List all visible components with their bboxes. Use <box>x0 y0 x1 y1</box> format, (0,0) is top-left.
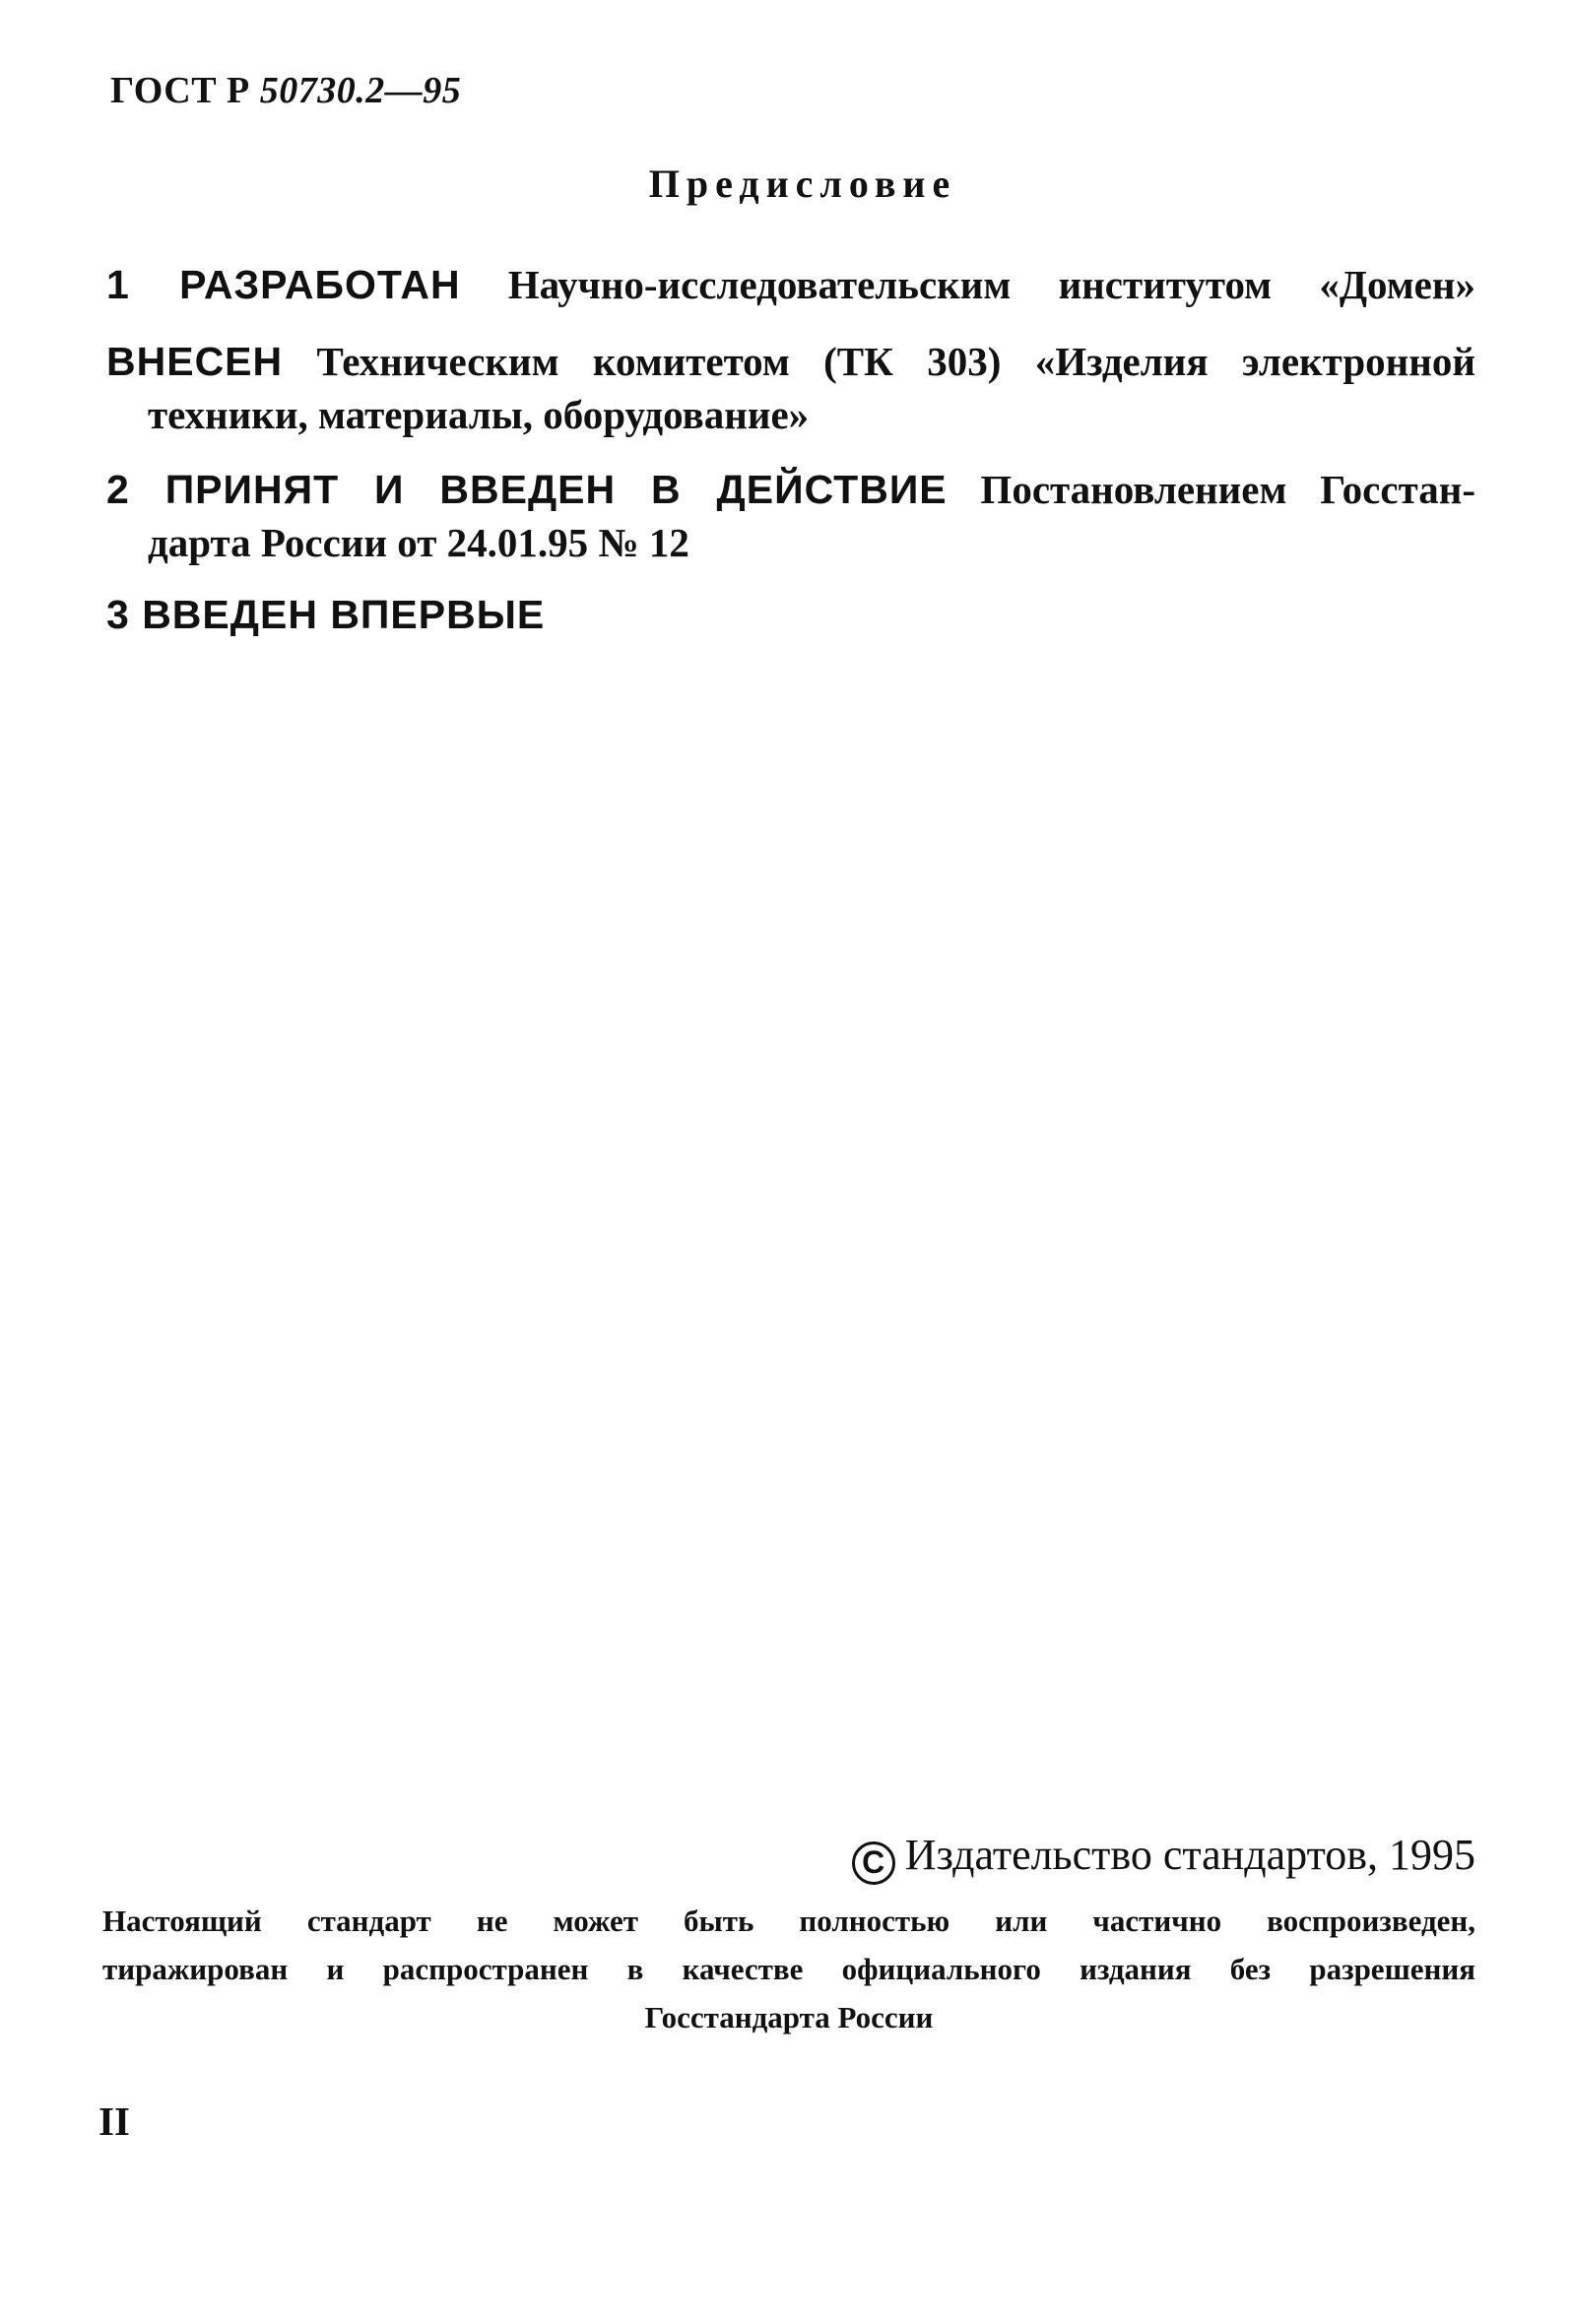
document-code-prefix: ГОСТ Р <box>110 70 260 111</box>
item-first-time-line <box>106 588 1475 641</box>
item-adopted-line1 <box>106 463 1475 516</box>
item-adopted <box>106 463 1475 569</box>
item-first-time <box>106 588 1475 641</box>
document-code-number: 50730.2—95 <box>259 70 462 111</box>
notice-line-3: Госстандарта России <box>644 2000 934 2034</box>
page-number: II <box>98 2098 130 2144</box>
item-introduced-line2: техники, материалы, оборудование» <box>148 392 810 437</box>
item-developed-line <box>106 258 1475 311</box>
reproduction-notice <box>102 1897 1475 2041</box>
item-introduced <box>106 335 1475 441</box>
document-code <box>110 69 461 112</box>
item-adopted-line2: дарта России от 24.01.95 № 12 <box>148 520 689 565</box>
item-introduced-line1 <box>106 335 1475 388</box>
item-introduced-text-1: Техническим комитетом (ТК 303) «Изделия электронной <box>316 339 1475 384</box>
item-developed <box>106 258 1475 311</box>
item-adopted-text-1: Постановлением Госстан- <box>980 467 1475 512</box>
item-first-time-lead: 3 ВВЕДЕН ВПЕРВЫЕ <box>106 592 546 637</box>
item-developed-text: Научно-исследовательским институтом «Домен» <box>507 262 1475 307</box>
item-adopted-lead: 2 ПРИНЯТ И ВВЕДЕН В ДЕЙСТВИЕ <box>106 467 948 512</box>
item-introduced-lead: ВНЕСЕН <box>106 339 284 384</box>
foreword-title: Предисловие <box>648 161 957 206</box>
item-developed-lead: 1 РАЗРАБОТАН <box>106 262 461 307</box>
copyright-icon: C <box>852 1841 895 1885</box>
copyright-text: Издательство стандартов, 1995 <box>904 1831 1475 1879</box>
notice-line-2: тиражирован и распространен в качестве официального издания без разрешения <box>102 1952 1475 1986</box>
notice-line-1: Настоящий стандарт не может быть полностью или частично воспроизведен, <box>102 1904 1475 1938</box>
copyright-line <box>852 1830 1475 1885</box>
